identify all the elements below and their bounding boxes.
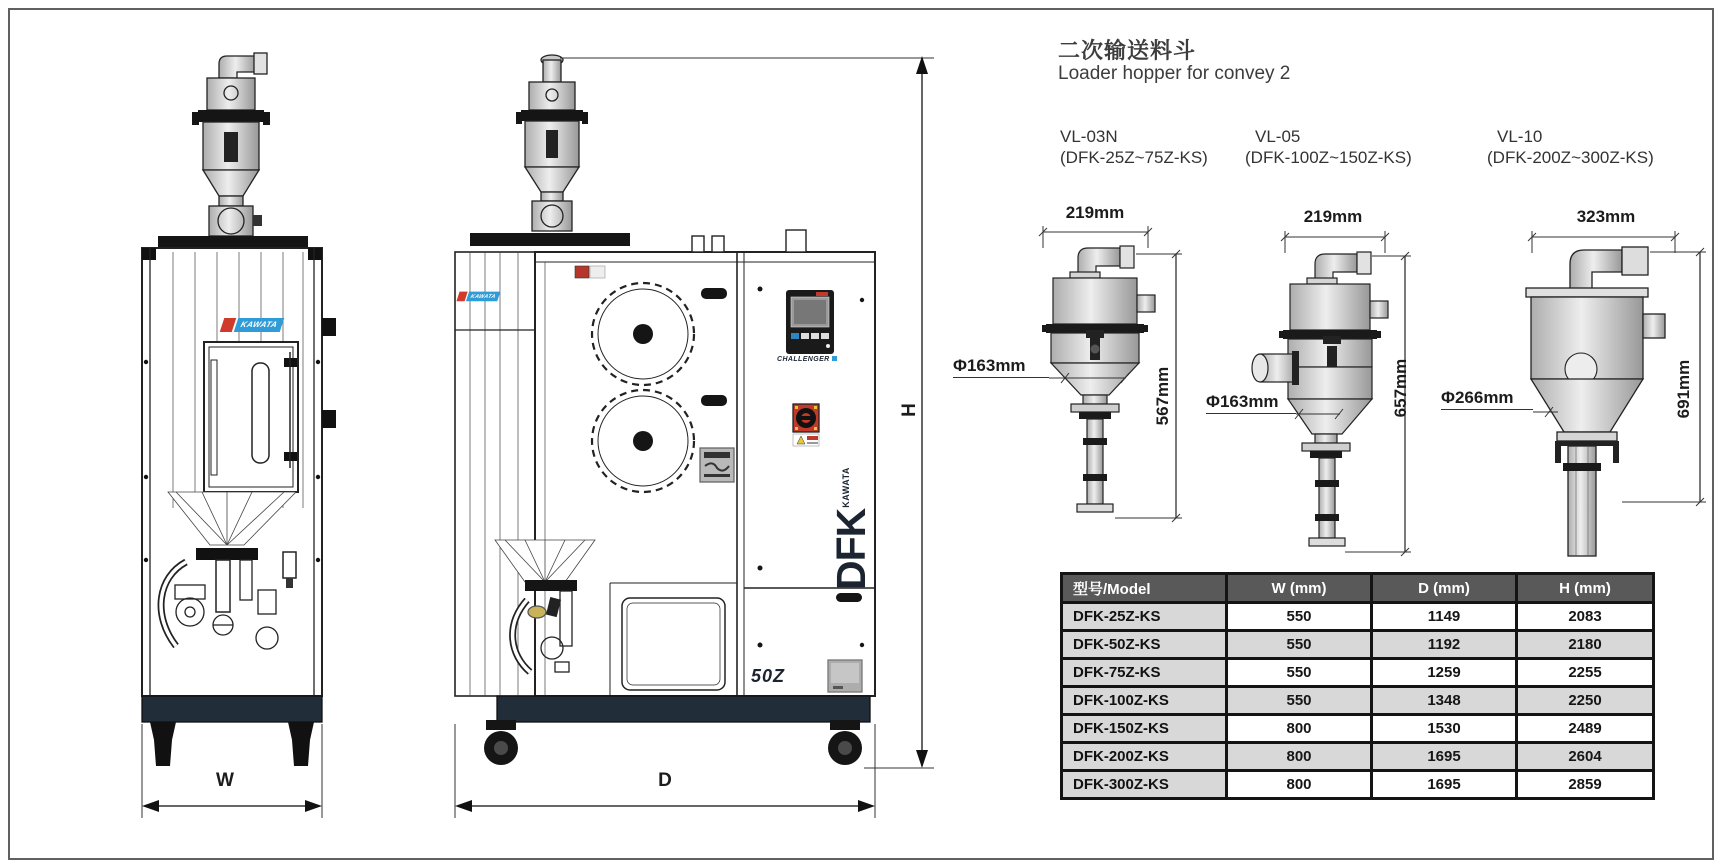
size-label: 50Z (751, 666, 786, 686)
cell-d: 1259 (1372, 659, 1517, 687)
cell-d: 1149 (1372, 603, 1517, 631)
cell-h: 2250 (1517, 687, 1654, 715)
cell-d: 1530 (1372, 715, 1517, 743)
table-row (1062, 771, 1654, 799)
cell-model: DFK-200Z-KS (1062, 743, 1227, 771)
challenger-text: CHALLENGER (777, 356, 830, 363)
hopper2-width-label: 219mm (1303, 207, 1363, 226)
dfk-logo-suffix: KAWATA (841, 467, 851, 508)
cell-h: 2083 (1517, 603, 1654, 631)
hopper-label-1 (1060, 126, 1208, 168)
hopper2-height-label: 657mm (1391, 358, 1410, 418)
dim-label-d: D (658, 770, 672, 791)
hopper-model: VL-10 (1497, 127, 1543, 146)
cell-d: 1695 (1372, 771, 1517, 799)
table-header-row (1062, 574, 1654, 603)
header-h: H (mm) (1517, 574, 1654, 603)
hopper-model: VL-05 (1255, 127, 1301, 146)
hopper-range: (DFK-100Z~150Z-KS) (1245, 148, 1412, 167)
cell-h: 2859 (1517, 771, 1654, 799)
hopper-label-2 (1245, 126, 1412, 168)
cell-model: DFK-100Z-KS (1062, 687, 1227, 715)
hopper2-diameter-label: Φ163mm (1206, 392, 1296, 414)
kawata-logo-side (458, 291, 499, 301)
dimension-table (1060, 572, 1655, 800)
table-row (1062, 743, 1654, 771)
cell-w: 550 (1227, 631, 1372, 659)
kawata-logo-text: KAWATA (466, 291, 500, 301)
dfk-logo-text: DFK (828, 508, 874, 590)
hopper3-height-label: 691mm (1674, 359, 1693, 419)
kawata-logo-text: KAWATA (234, 318, 285, 332)
cell-w: 550 (1227, 659, 1372, 687)
header-w: W (mm) (1227, 574, 1372, 603)
cell-w: 800 (1227, 715, 1372, 743)
table-row (1062, 687, 1654, 715)
hopper1-width-label: 219mm (1065, 203, 1125, 222)
hopper-model: VL-03N (1060, 127, 1118, 146)
table-row (1062, 631, 1654, 659)
side-view-drawing (455, 55, 875, 818)
dim-label-h: H (899, 403, 920, 417)
cell-w: 550 (1227, 603, 1372, 631)
hopper-figure-1 (1030, 222, 1200, 527)
cell-model: DFK-75Z-KS (1062, 659, 1227, 687)
cell-model: DFK-50Z-KS (1062, 631, 1227, 659)
hopper3-diameter-label: Φ266mm (1441, 388, 1533, 410)
dim-label-w: W (216, 770, 234, 791)
hopper1-height-label: 567mm (1153, 366, 1172, 426)
cell-w: 800 (1227, 743, 1372, 771)
cell-h: 2604 (1517, 743, 1654, 771)
dfk-logo (827, 466, 875, 590)
table-row (1062, 659, 1654, 687)
cell-d: 1348 (1372, 687, 1517, 715)
hopper-label-3 (1487, 126, 1654, 168)
section-title-zh: 二次输送料斗 (1058, 38, 1197, 63)
section-title-en: Loader hopper for convey 2 (1058, 63, 1291, 84)
hopper3-width-label: 323mm (1576, 207, 1636, 226)
cell-d: 1192 (1372, 631, 1517, 659)
kawata-logo (222, 317, 282, 332)
header-model: 型号/Model (1062, 574, 1227, 603)
front-view-drawing (142, 53, 336, 818)
hopper-range: (DFK-25Z~75Z-KS) (1060, 148, 1208, 167)
cell-d: 1695 (1372, 743, 1517, 771)
cell-h: 2489 (1517, 715, 1654, 743)
table-row (1062, 715, 1654, 743)
header-d: D (mm) (1372, 574, 1517, 603)
cell-h: 2255 (1517, 659, 1654, 687)
challenger-label (777, 356, 837, 363)
cell-h: 2180 (1517, 631, 1654, 659)
hopper1-diameter-label: Φ163mm (953, 356, 1049, 378)
cell-model: DFK-150Z-KS (1062, 715, 1227, 743)
cell-model: DFK-25Z-KS (1062, 603, 1227, 631)
blue-square-icon (832, 356, 837, 361)
cell-w: 550 (1227, 687, 1372, 715)
cell-w: 800 (1227, 771, 1372, 799)
hopper-range: (DFK-200Z~300Z-KS) (1487, 148, 1654, 167)
table-row (1062, 603, 1654, 631)
cell-model: DFK-300Z-KS (1062, 771, 1227, 799)
